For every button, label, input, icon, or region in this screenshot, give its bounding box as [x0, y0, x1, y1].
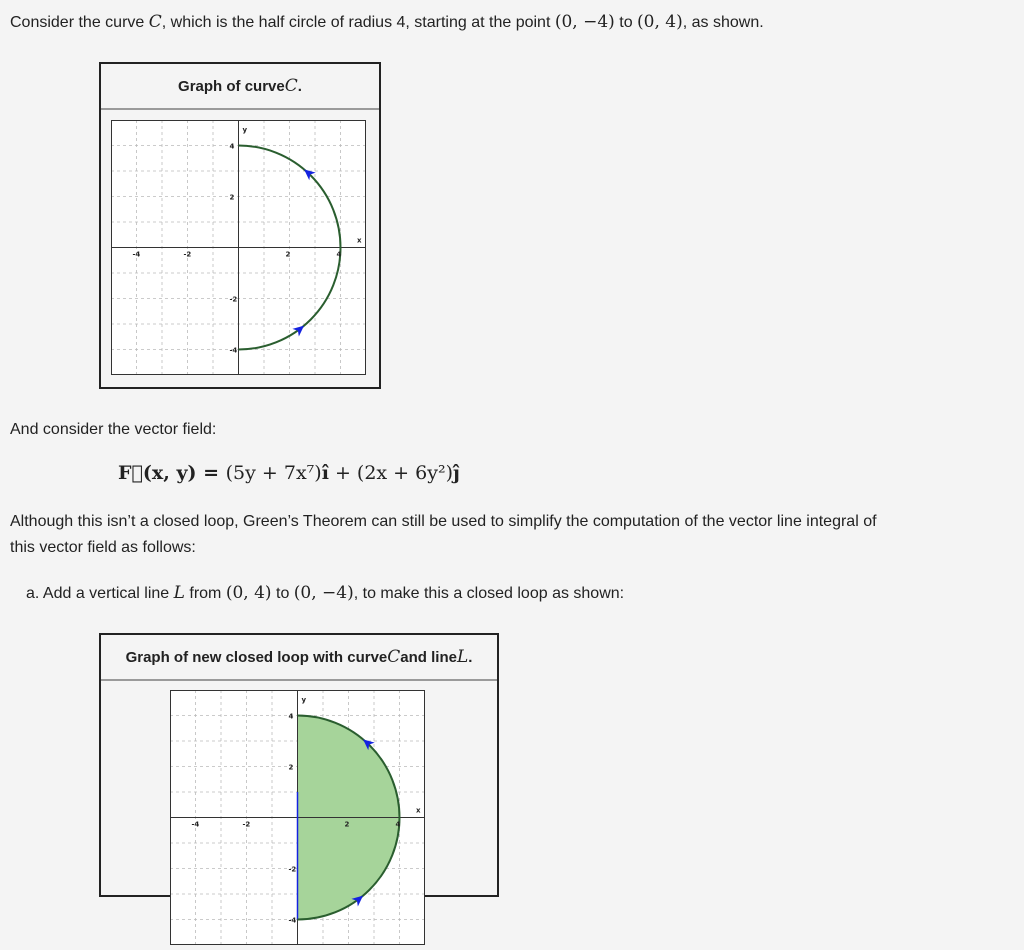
- x-tick-label: 2: [285, 250, 291, 259]
- greens-paragraph-line2: this vector field as follows:: [10, 539, 196, 556]
- x-axis-label: x: [416, 806, 421, 815]
- y-tick-label: -4: [229, 346, 238, 355]
- x-tick-label: -4: [132, 250, 141, 259]
- x-axis-label: x: [357, 236, 362, 245]
- y-tick-label: 2: [288, 763, 294, 772]
- graph-curve-c: [111, 120, 366, 375]
- x-tick-label: 4: [395, 820, 401, 829]
- figure-title: Graph of new closed loop with curve C and line L .: [101, 635, 497, 681]
- x-tick-label: 4: [336, 250, 342, 259]
- vector-field-intro: And consider the vector field:: [10, 421, 217, 438]
- y-tick-label: 4: [229, 142, 235, 151]
- y-tick-label: 4: [288, 712, 294, 721]
- x-tick-label: -4: [191, 820, 200, 829]
- x-tick-label: 2: [344, 820, 350, 829]
- y-axis-label: y: [301, 696, 307, 704]
- figure-curve-c: [99, 62, 381, 389]
- y-tick-label: -2: [288, 865, 297, 874]
- intro-text: Consider the curve C, which is the half circle of radius 4, starting at the point (0, −4) to (0, 4), as shown.: [10, 12, 764, 32]
- y-tick-label: -4: [288, 916, 297, 925]
- vector-field-equation: F⃗(x, y) = (5y + 7x⁷)î + (2x + 6y²)ĵ: [118, 462, 460, 484]
- y-axis-label: y: [242, 126, 248, 134]
- figure-closed-loop: [99, 633, 499, 925]
- y-tick-label: -2: [229, 295, 238, 304]
- x-tick-label: -2: [242, 820, 251, 829]
- y-tick-label: 2: [229, 193, 235, 202]
- figure-title: Graph of curve C .: [101, 64, 379, 110]
- greens-paragraph-line1: Although this isn’t a closed loop, Green’s Theorem can still be used to simplify the computation of the vector line integral of: [10, 513, 877, 530]
- step-a: a. Add a vertical line L from (0, 4) to (0, −4), to make this a closed loop as shown:: [26, 583, 625, 603]
- graph-closed-loop: [170, 690, 425, 945]
- direction-arrow-icon: [292, 326, 304, 337]
- x-tick-label: -2: [183, 250, 192, 259]
